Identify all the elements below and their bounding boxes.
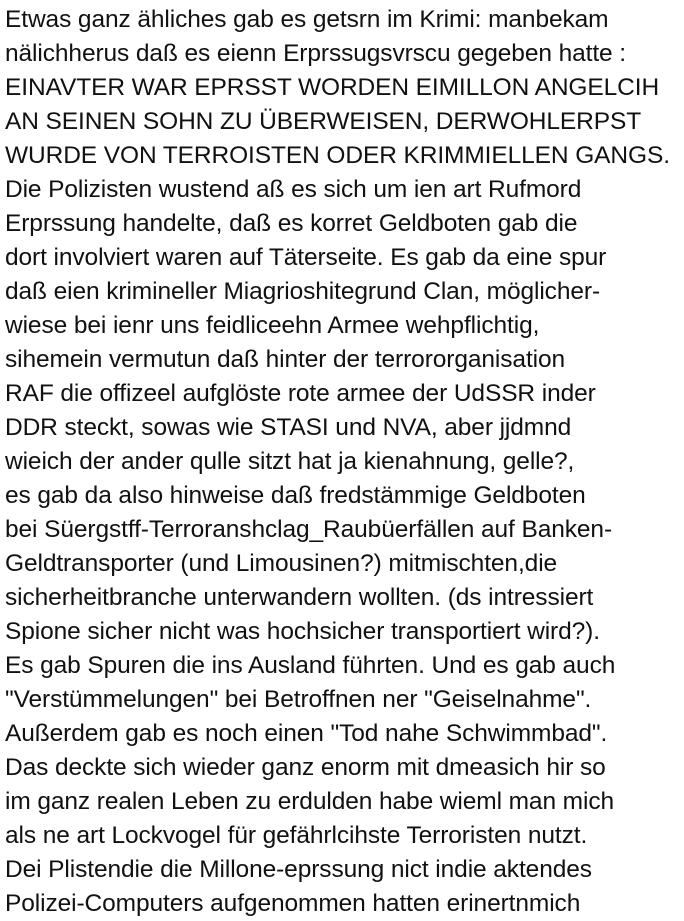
text-line-18: sicherheitbranche unterwandern wollten. (ds intressiert (5, 584, 594, 611)
text-line-4: AN SEINEN SOHN ZU ÜBERWEISEN, DERWOHLERPST (5, 108, 642, 135)
text-line-14: wieich der ander qulle sitzt hat ja kienahnung, gelle?, (5, 448, 575, 475)
text-line-5: WURDE VON TERROISTEN ODER KRIMMIELLEN GANGS. (5, 142, 670, 169)
text-line-9: daß eien krimineller Miagrioshitegrund Clan, möglicher- (5, 278, 601, 305)
text-line-13: DDR steckt, sowas wie STASI und NVA, aber jjdmnd (5, 414, 572, 441)
text-line-25: als ne art Lockvogel für gefährlcihste Terroristen nutzt. (5, 822, 588, 849)
text-line-15: es gab da also hinweise daß fredstämmige Geldboten (5, 482, 586, 509)
document-text (5, 3, 680, 921)
text-line-7: Erprssung handelte, daß es korret Geldboten gab die (5, 210, 578, 237)
text-line-23: Das deckte sich wieder ganz enorm mit dmeasich hir so (5, 754, 606, 781)
text-line-10: wiese bei ienr uns feidliceehn Armee wehpflichtig, (5, 312, 540, 339)
text-line-20: Es gab Spuren die ins Ausland führten. Und es gab auch (5, 652, 616, 679)
text-line-12: RAF die offizeel aufglöste rote armee der UdSSR inder (5, 380, 596, 407)
text-line-8: dort involviert waren auf Täterseite. Es gab da eine spur (5, 244, 607, 271)
text-line-17: Geldtransporter (und Limousinen?) mitmischten,die (5, 550, 558, 577)
text-line-2: nälichherus daß es eienn Erprssugsvrscu gegeben hatte : (5, 40, 626, 67)
text-line-16: bei Süergstff-Terroranshclag_Raubüerfällen auf Banken- (5, 516, 613, 543)
text-line-27: Polizei-Computers aufgenommen hatten erinertnmich (5, 890, 581, 917)
text-line-11: sihemein vermutun daß hinter der terrororganisation (5, 346, 566, 373)
text-line-26: Dei Plistendie die Millone-eprssung nict indie aktendes (5, 856, 592, 883)
text-line-1: Etwas ganz ähliches gab es getsrn im Krimi: manbekam (5, 6, 609, 33)
text-line-6: Die Polizisten wustend aß es sich um ien art Rufmord (5, 176, 582, 203)
text-line-22: Außerdem gab es noch einen "Tod nahe Schwimmbad". (5, 720, 608, 747)
text-line-24: im ganz realen Leben zu erdulden habe wieml man mich (5, 788, 615, 815)
text-line-21: "Verstümmelungen" bei Betroffnen ner "Geiselnahme". (5, 686, 592, 713)
text-line-19: Spione sicher nicht was hochsicher transportiert wird?). (5, 618, 600, 645)
text-line-3: EINAVTER WAR EPRSST WORDEN EIMILLON ANGELCIH (5, 74, 660, 101)
